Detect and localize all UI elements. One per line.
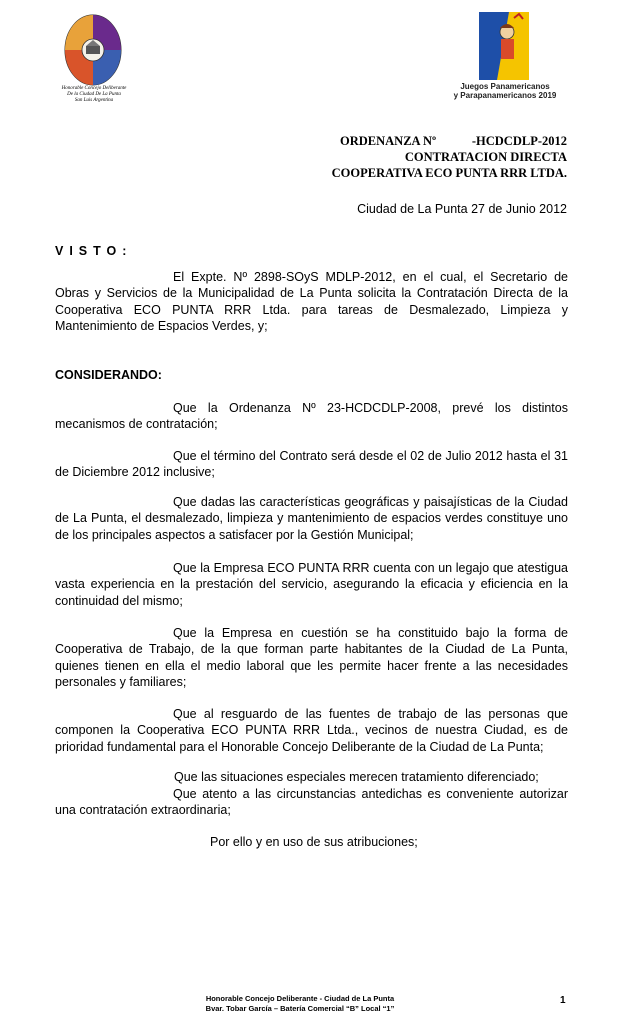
page-footer (150, 994, 450, 1014)
council-seal-logo (62, 12, 124, 88)
page-number: 1 (560, 995, 566, 1006)
games-caption-line: y Parapanamericanos 2019 (453, 91, 557, 100)
ordenanza-code: -HCDCDLP-2012 (471, 134, 567, 148)
paragraph-text: Que el término del Contrato será desde el 02 de Julio 2012 hasta el 31 de Diciembre 2012 inclusive; (55, 449, 568, 480)
considerando-paragraph (55, 448, 568, 481)
considerando-paragraph (55, 400, 568, 433)
paragraph-text: Que al resguardo de las fuentes de trabajo de las personas que componen la Cooperativa ECO PUNTA RRR Ltda., vecinos de nuestra Ciudad, es de prioridad fundamental para el Honorable Concejo Deliberante de la Ciudad de La Punta; (55, 707, 568, 754)
document-date: Ciudad de La Punta 27 de Junio 2012 (357, 202, 567, 216)
considerando-paragraph: Que las situaciones especiales merecen tratamiento diferenciado; (174, 770, 539, 784)
seal-caption-line: De la Ciudad De La Punta (67, 92, 121, 97)
paragraph-text: Que atento a las circunstancias antedichas es conveniente autorizar una contratación extraordinaria; (55, 787, 568, 818)
seal-caption-line: Honorable Concejo Deliberante (61, 86, 127, 91)
paragraph-text: Que dadas las características geográficas y paisajísticas de la Ciudad de La Punta, el desmalezado, limpieza y mantenimiento de espacios verdes constituye uno de los principales aspectos a satisfacer por la Gestión Municipal; (55, 495, 568, 542)
considerando-heading: CONSIDERANDO: (55, 368, 162, 382)
considerando-paragraph (55, 494, 568, 543)
visto-heading: VISTO: (55, 244, 133, 258)
seal-caption-line: San Luis Argentina (74, 98, 114, 103)
council-seal-caption (58, 86, 130, 104)
games-caption-line: Juegos Panamericanos (460, 82, 550, 91)
footer-institution: Honorable Concejo Deliberante - Ciudad de La Punta (205, 994, 395, 1003)
paragraph-text: Que la Empresa en cuestión se ha constituido bajo la forma de Cooperativa de Trabajo, de la que forman parte habitantes de la Ciudad de La Punta, quienes tienen en ella el medio laboral que les permite hacer frente a las necesidades personales y familiares; (55, 626, 568, 689)
considerando-paragraph (55, 625, 568, 690)
title-contratacion: CONTRATACION DIRECTA (404, 150, 567, 164)
paragraph-text: Que la Ordenanza Nº 23-HCDCDLP-2008, prevé los distintos mecanismos de contratación; (55, 401, 568, 432)
ordenanza-label: ORDENANZA Nº (340, 134, 437, 148)
considerando-paragraph (55, 706, 568, 755)
closing-statement: Por ello y en uso de sus atribuciones; (210, 835, 418, 849)
panamerican-games-caption (440, 82, 570, 100)
considerando-paragraph (55, 560, 568, 609)
visto-paragraph (55, 269, 568, 334)
footer-address: Bvar. Tobar García – Batería Comercial “B” Local “1” (205, 1004, 395, 1013)
visto-text: El Expte. Nº 2898-SOyS MDLP-2012, en el cual, el Secretario de Obras y Servicios de la Municipalidad de La Punta solicita la Contratación Directa de la Cooperativa ECO PUNTA RRR Ltda. para tareas de Desmalezado, Limpieza y Mantenimiento de Espacios Verdes, y; (55, 270, 568, 333)
title-cooperativa: COOPERATIVA ECO PUNTA RRR LTDA. (331, 166, 567, 180)
paragraph-text: Que la Empresa ECO PUNTA RRR cuenta con un legajo que atestigua vasta experiencia en la prestación del servicio, asegurando la eficacia y eficiencia en la continuidad del mismo; (55, 561, 568, 608)
considerando-paragraph (55, 786, 568, 819)
panamerican-games-logo (479, 12, 529, 80)
